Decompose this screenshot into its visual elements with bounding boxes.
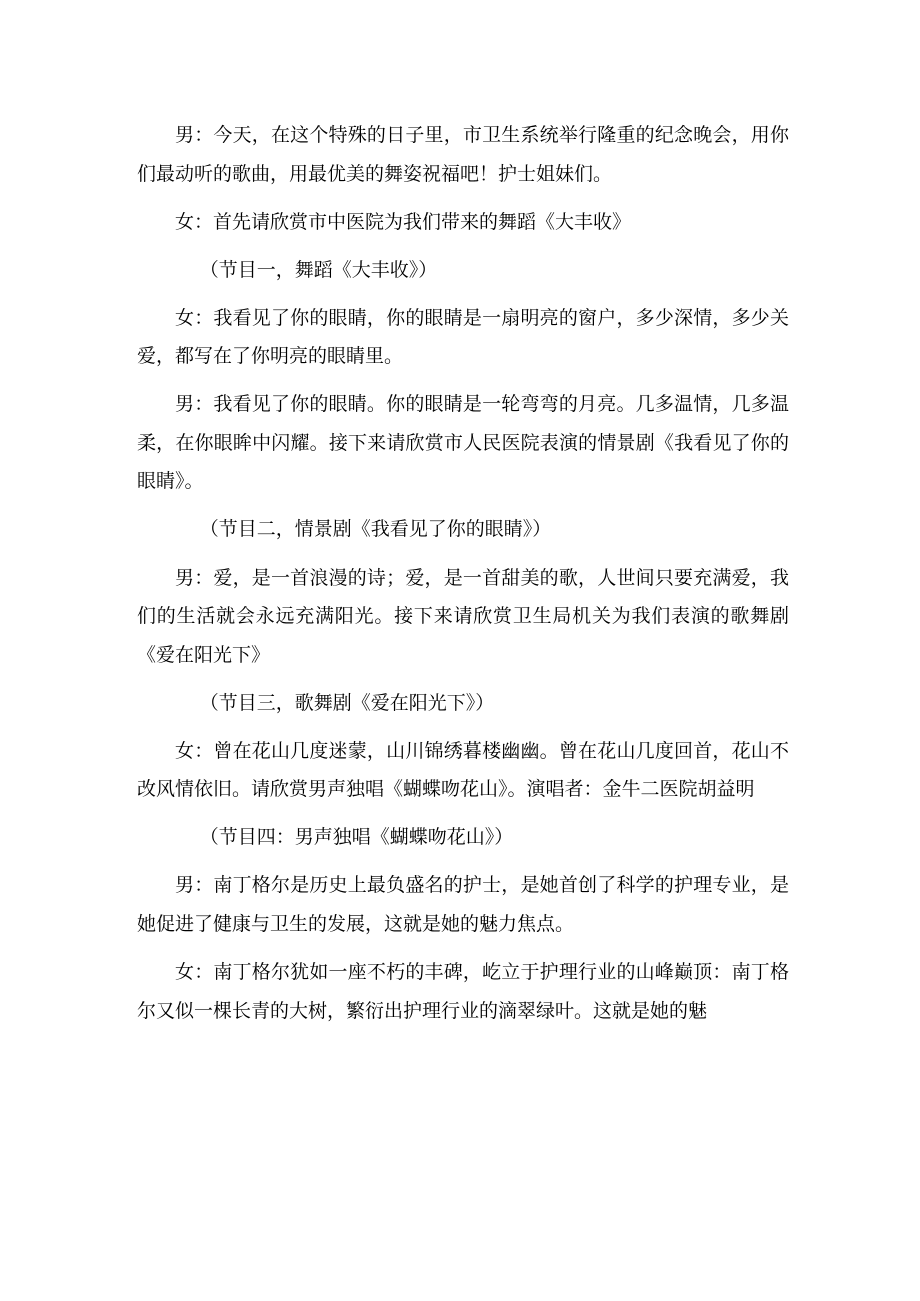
document-body (137, 116, 789, 1040)
paragraph-speech: 女：曾在花山几度迷蒙，山川锦绣暮楼幽幽。曾在花山几度回首，花山不改风情依旧。请欣赏男声独唱《蝴蝶吻花山》。演唱者：金牛二医院胡益明 (137, 739, 789, 801)
program-heading: （节目一，舞蹈《大丰收》） (199, 258, 438, 281)
paragraph-speech: 男：今天，在这个特殊的日子里，市卫生系统举行隆重的纪念晚会，用你们最动听的歌曲，用最优美的舞姿祝福吧！护士姐妹们。 (137, 124, 789, 185)
paragraph-speech: 女：首先请欣赏市中医院为我们带来的舞蹈《大丰收》 (175, 210, 632, 233)
paragraph-speech: 男：爱，是一首浪漫的诗；爱，是一首甜美的歌，人世间只要充满爱，我们的生活就会永远充满阳光。接下来请欣赏卫生局机关为我们表演的歌舞剧《爱在阳光下》 (137, 566, 789, 666)
program-heading: （节目三，歌舞剧《爱在阳光下》） (199, 691, 495, 714)
paragraph-speech: 女：我看见了你的眼睛，你的眼睛是一扇明亮的窗户，多少深情，多少关爱，都写在了你明亮的眼睛里。 (137, 306, 789, 368)
paragraph-speech: 女：南丁格尔犹如一座不朽的丰碑，屹立于护理行业的山峰巅顶：南丁格尔又似一棵长青的大树，繁衍出护理行业的滴翠绿叶。这就是她的魅 (137, 961, 789, 1022)
paragraph-speech: 男：我看见了你的眼睛。你的眼睛是一轮弯弯的月亮。几多温情，几多温柔，在你眼眸中闪耀。接下来请欣赏市人民医院表演的情景剧《我看见了你的眼睛》。 (137, 393, 789, 493)
paragraph-speech: 男：南丁格尔是历史上最负盛名的护士，是她首创了科学的护理专业，是她促进了健康与卫生的发展，这就是她的魅力焦点。 (137, 874, 789, 935)
program-heading: （节目二，情景剧《我看见了你的眼睛》） (199, 518, 552, 541)
program-heading: （节目四：男声独唱《蝴蝶吻花山》） (199, 826, 514, 849)
